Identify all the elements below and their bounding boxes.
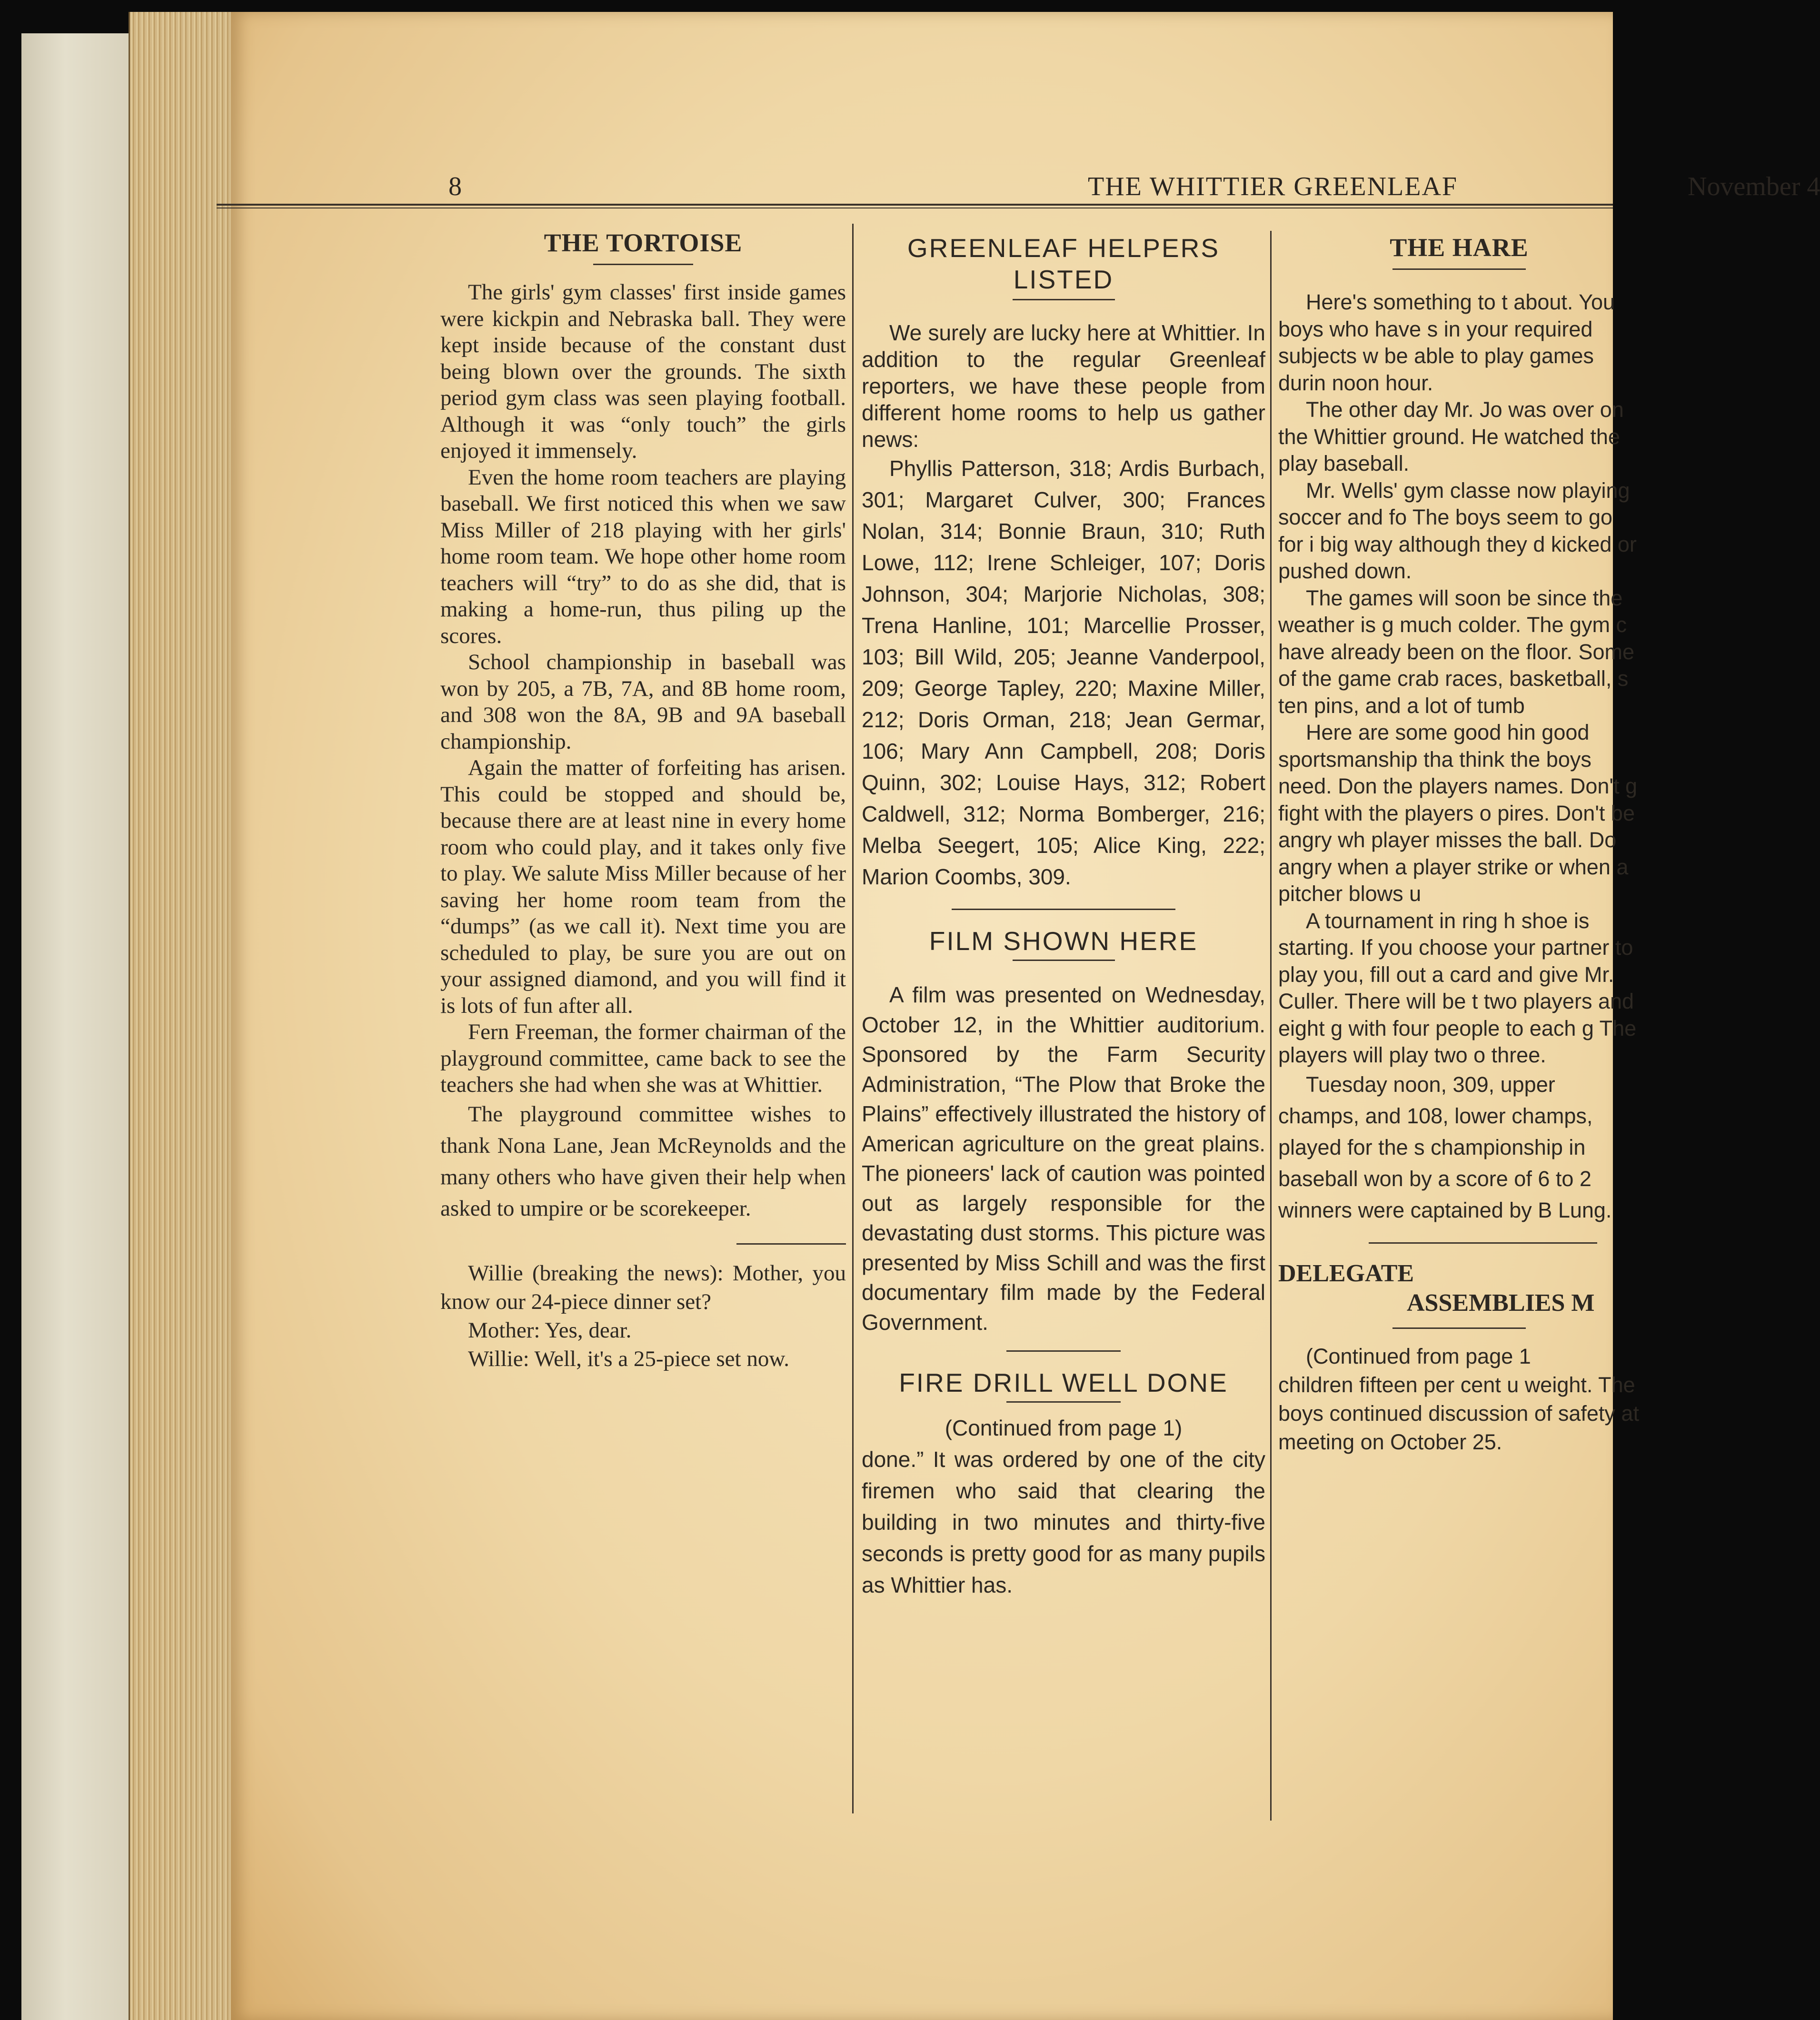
publication-title: THE WHITTIER GREENLEAF [1088,172,1458,201]
column-right [1278,232,1640,1456]
film-separator [952,909,1175,910]
tortoise-heading-rule [593,264,693,265]
fire-drill-continued: (Continued from page 1) [945,1416,1183,1440]
film-text: A film was presented on Wednesday, October 12, in the Whittier auditorium. Sponsored by the Farm Security Administration, “The Plow that Broke the Plains” effectively illustrated the history of American agriculture on the great plains. The pioneers' lack of caution was pointed out as largely responsible for the devastating dust storms. This picture was presented by Miss Schill and was the first documentary film made by the Federal Government. [862,982,1265,1335]
binding-edge [21,33,131,2020]
delegate-heading-line2: ASSEMBLIES M [1407,1289,1595,1317]
film-heading: FILM SHOWN HERE [929,926,1198,956]
delegate-heading [1278,1259,1640,1318]
joke-line: Willie: Well, it's a 25-piece set now. [468,1346,789,1371]
column-divider-2 [1270,231,1272,1821]
joke-separator [736,1243,846,1245]
delegate-heading-rule [1392,1327,1526,1329]
hare-paragraph: Here are some good hin good sportsmanship tha think the boys need. Don the players names. Don't g fight with the players o pires. Don't be angry wh player misses the ball. Do angry when a player strike or when a pitcher blows u [1278,720,1638,906]
helpers-article [862,319,1265,892]
tortoise-article [440,279,846,1224]
helpers-heading-line2: LISTED [1013,265,1114,294]
hare-paragraph: The other day Mr. Jo was over on the Whittier ground. He watched the play baseball. [1278,397,1624,475]
hare-heading: THE HARE [1390,233,1529,262]
joke [440,1259,846,1373]
fire-drill-separator [1006,1350,1121,1352]
page-header [217,171,1820,201]
delegate-text: children fifteen per cent u weight. The boys continued discussion of safety at meeting on October 25. [1278,1372,1639,1454]
hare-paragraph: Mr. Wells' gym classe now playing soccer and fo The boys seem to go for i big way although they d kicked or pushed down. [1278,478,1637,583]
tortoise-paragraph: Fern Freeman, the former chairman of the playground committee, came back to see the teachers she had when she was at Whittier. [440,1020,846,1097]
helpers-heading-rule [1013,299,1115,300]
fire-drill-text: done.” It was ordered by one of the city firemen who said that clearing the building in two minutes and thirty-five seconds is pretty good for as many pupils as Whittier has. [862,1447,1265,1597]
fire-drill-heading: FIRE DRILL WELL DONE [899,1368,1228,1397]
column-middle [862,232,1265,1601]
tortoise-paragraph: The playground committee wishes to thank Nona Lane, Jean McReynolds and the many others who have given their help when asked to umpire or be scorekeeper. [440,1101,846,1221]
hare-paragraph: The games will soon be since the weather is g much colder. The gym c have already been on the floor. Some of the game crab races, basketball, s ten pins, and a lot of tumb [1278,585,1635,718]
film-heading-rule [1013,960,1115,961]
tortoise-paragraph: Even the home room teachers are playing baseball. We first noticed this when we saw Miss Miller of 218 playing with her girls' home room team. We hope other home room teachers will “try” to do as she did, that is making a home-run, thus piling up the scores. [440,465,846,648]
page-number: 8 [448,172,462,201]
hare-paragraph: Tuesday noon, 309, upper champs, and 108, lower champs, played for the s championship in baseball won by a score of 6 to 2 winners were captained by B Lung. [1278,1072,1612,1222]
issue-date: November 4 [1688,172,1820,201]
delegate-heading-line1: DELEGATE [1278,1259,1414,1287]
helpers-heading [862,232,1265,295]
hare-paragraph: A tournament in ring h shoe is starting. If you choose your partner to play you, fill out a card and give Mr. Culler. There will be t two players and eight g with four people to each g The players will play two o three. [1278,908,1637,1067]
tortoise-paragraph: The girls' gym classes' first inside games were kickpin and Nebraska ball. They were kept inside because of the constant dust being blown over the grounds. The sixth period gym class was seen playing football. Although it was “only touch” the girls enjoyed it immensely. [440,280,846,463]
fire-drill-heading-rule [1006,1401,1121,1403]
hare-paragraph: Here's something to t about. You boys who have s in your required subjects w be able to play games durin noon hour. [1278,290,1615,395]
joke-line: Mother: Yes, dear. [468,1317,632,1343]
joke-line: Willie (breaking the news): Mother, you know our 24-piece dinner set? [440,1260,846,1314]
hare-article [1278,289,1640,1226]
helpers-names: Phyllis Patterson, 318; Ardis Burbach, 301; Margaret Culver, 300; Frances Nolan, 314; Bonnie Braun, 310; Ruth Lowe, 112; Irene Schleiger, 107; Doris Johnson, 304; Marjorie Nicholas, 308; Trena Hanline, 101; Marcellie Prosser, 103; Bill Wild, 205; Jeanne Vanderpool, 209; George Tapley, 220; Maxine Miller, 212; Doris Orman, 218; Jean Germar, 106; Mary Ann Campbell, 208; Doris Quinn, 302; Louise Hays, 312; Robert Caldwell, 312; Norma Bomberger, 216; Melba Seegert, 105; Alice King, 222; Marion Coombs, 309. [862,456,1265,889]
tortoise-paragraph: School championship in baseball was won by 205, a 7B, 7A, and 8B home room, and 308 won the 8A, 9B and 9A baseball championship. [440,650,846,754]
tortoise-heading: THE TORTOISE [544,228,743,257]
page-stack-edges [129,12,232,2020]
column-divider-1 [852,224,854,1813]
delegate-article [1278,1342,1640,1456]
hare-heading-rule [1392,268,1526,270]
header-rule [217,204,1613,206]
fire-drill-article [862,1412,1265,1601]
helpers-heading-line1: GREENLEAF HELPERS [907,233,1220,263]
delegate-separator [1369,1242,1597,1244]
helpers-intro: We surely are lucky here at Whittier. In addition to the regular Greenleaf reporters, we have these people from different home rooms to help us gather news: [862,320,1265,452]
delegate-continued: (Continued from page 1 [1306,1344,1531,1368]
film-article [862,980,1265,1337]
column-left [440,228,846,1373]
tortoise-paragraph: Again the matter of forfeiting has arisen. This could be stopped and should be, because there are at least nine in every home room who could play, and it takes only five to play. We salute Miss Miller because of her saving her home room team from the “dumps” (as we call it). Next time you are scheduled to play, be sure you are out on your assigned diamond, and you will find it is lots of fun after all. [440,755,846,1018]
